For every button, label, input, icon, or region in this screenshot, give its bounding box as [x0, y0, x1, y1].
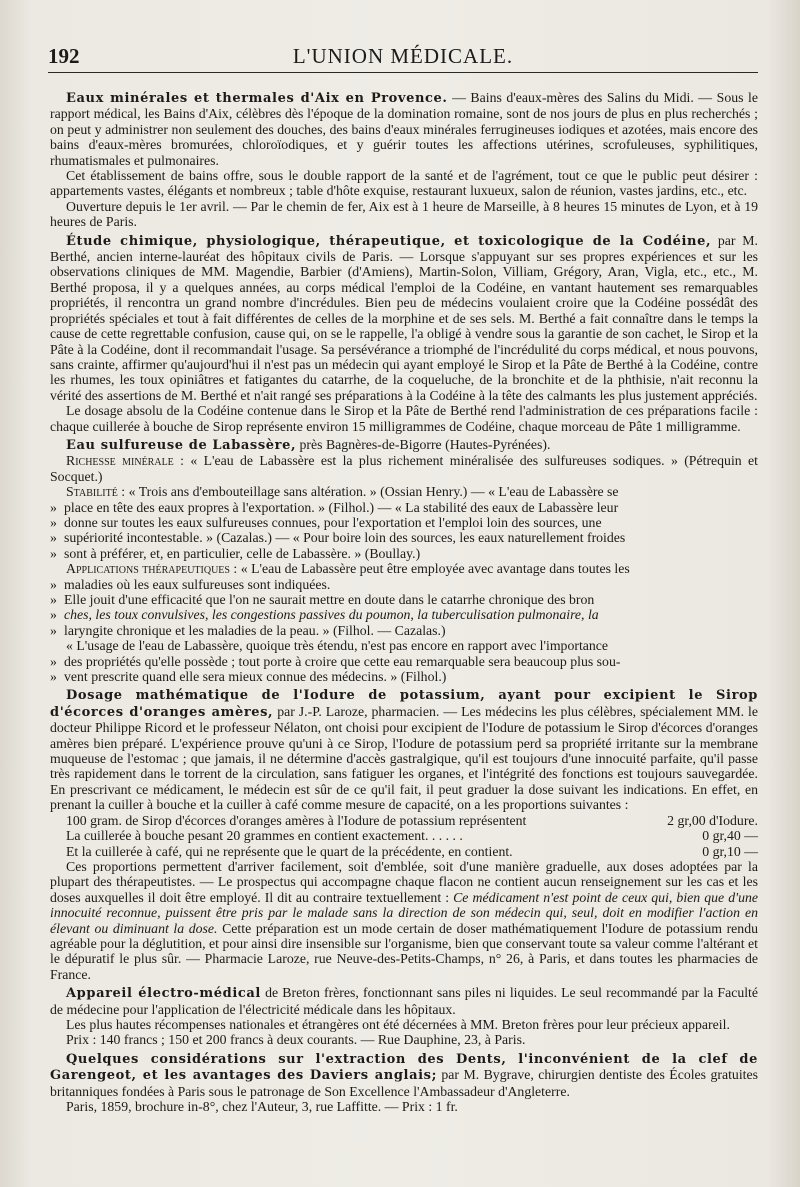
- paragraph: Paris, 1859, brochure in-8°, chez l'Auteur, 3, rue Laffitte. — Prix : 1 fr.: [66, 1099, 458, 1114]
- page-header: [48, 44, 758, 74]
- proportion-value: 0 gr,40 —: [702, 828, 758, 844]
- paragraph: Le dosage absolu de la Codéine contenue dans le Sirop et la Pâte de Berthé rend l'administration de ces préparations facile : chaque cuillerée à bouche de Sirop représente environ 15 milligrammes de Codéine, chaque morceau de Pâte 1 milligramme.: [50, 403, 758, 434]
- paragraph: près Bagnères-de-Bigorre (Hautes-Pyrénées).: [299, 436, 551, 452]
- paragraph: Ouverture depuis le 1er avril. — Par le chemin de fer, Aix est à 1 heure de Marseille, à 8 heures 15 minutes de Lyon, et à 19 heures de Paris.: [50, 198, 758, 230]
- proportion-desc: Et la cuillerée à café, qui ne représente que le quart de la précédente, en contient.: [66, 843, 513, 859]
- paragraph: par M. Bygrave, chirurgien dentiste des Écoles gratuites britanniques fondées à Paris sous le patronage de Son Excellence l'Ambassadeur d'Angleterre.: [50, 1067, 758, 1099]
- page-number: 192: [48, 44, 80, 68]
- section-heading: Appareil électro-médical: [66, 986, 261, 1002]
- section-heading: Étude chimique, physiologique, thérapeutique, et toxicologique de la Codéine,: [66, 233, 712, 249]
- section-iodure: [50, 687, 758, 982]
- quote-line: ches, les toux convulsives, les congestions passives du poumon, la tuberculisation pulmonaire, la: [64, 607, 599, 623]
- running-title: L'UNION MÉDICALE.: [292, 44, 514, 68]
- italic-quote: Ce médicament n'est point de ceux qui, bien que d'une innocuité reconnue, puissent être pris par le malade sans la direction de son médecin qui, seul, doit en modifier l'action en élevant ou diminuant la dose.: [50, 889, 758, 936]
- section-aix: [50, 90, 758, 230]
- quote-line: « Trois ans d'embouteillage sans altération. » (Ossian Henry.) — « L'eau de Labassère se: [128, 484, 619, 500]
- proportions-table: [50, 813, 758, 859]
- quote-line: supériorité incontestable. » (Cazalas.) — « Pour boire loin des sources, les eaux naturellement froides: [64, 530, 626, 546]
- paragraph: — Bains d'eaux-mères des Salins du Midi. — Sous le rapport médical, les Bains d'Aix, célèbres dès l'époque de la domination romaine, sont de nos jours de plus en plus recherchés ; on peut y administrer non seulement des douches, des bains d'eaux minérales ferrugineuses iodiques et azotées, mais encore des bains d'eaux-mères bromurées, chloroïodiques, et y guérir toutes les affections utérines, scrofuleuses, syphilitiques, rhumatismales et pulmonaires.: [50, 90, 759, 168]
- paragraph: Cette préparation est un mode certain de doser mathématiquement l'Iodure de potassium rendu agréable pour la déglutition, et pour ainsi dire insensible sur l'organisme, bien que conservant toute sa valeur comme l'altérant et le dépuratif le plus sûr. — Pharmacie Laroze, rue Neuve-des-Petits-Champs, n° 26, à Paris, et dans toutes les pharmacies de France.: [50, 920, 759, 982]
- page-body: [50, 90, 758, 1117]
- section-codeine: [50, 233, 758, 434]
- table-row: [50, 844, 758, 859]
- section-heading: Dosage mathématique de l'Iodure de potassium, ayant pour excipient le Sirop d'écorces d'oranges amères,: [50, 688, 758, 720]
- paragraph: par M. Berthé, ancien interne-lauréat des hôpitaux civils de Paris. — Lorsque s'appuyant sur ses propres expériences et sur les observations cliniques de MM. Magendie, Barbier (d'Amiens), Martin-Solon, Villiam, Grégory, Aran, Vigla, etc., etc., M. Berthé proposa, il y a quelques années, au corps médical l'emploi de la Codéine, en vantant hautement ses remarquables propriétés, il rencontra un grand nombre d'incrédules. Bien peu de médecins voulaient croire que la Codéine possédât des propriétés spéciales et tout à fait différentes de celles de la morphine et de ses sels. M. Berthé a fait connaître dans le temps la cause de cette regrettable confusion, cause qui, on se le rappelle, l'a obligé à vendre sous la garantie de son cachet, le Sirop et la Pâte à la Codéine, dont il recommandait l'usage. Sa persévérance a triomphé de l'incrédulité du corps médical, et nous pouvons, sans crainte, affirmer qu'aujourd'hui il n'est pas un médecin qui ayant employé le Sirop et la Pâte de Berthé à la Codéine, contre les rhumes, les toux opiniâtres et fatigantes du catarrhe, de la coqueluche, de la bronchite et de la phthisie, n'ait reconnu la vérité des assertions de M. Berthé et n'ait rangé ses préparations à la Codéine à la tête des calmants les plus justement appréciés.: [50, 232, 758, 403]
- section-heading: Quelques considérations sur l'extraction des Dents, l'inconvénient de la clef de Garengeot, et les avantages des Daviers anglais;: [50, 1051, 758, 1084]
- label-applications: Applications thérapeutiques :: [66, 561, 238, 577]
- quote-line: « L'usage de l'eau de Labassère, quoique très étendu, n'est pas encore en rapport avec l'importance: [66, 638, 609, 654]
- section-heading: Eaux minérales et thermales d'Aix en Provence.: [66, 91, 448, 106]
- header-rule: [48, 72, 758, 73]
- table-row: [50, 828, 758, 843]
- paragraph: Cet établissement de bains offre, sous le double rapport de la santé et de l'agrément, tout ce que le public peut désirer : appartements vastes, élégants et nombreux ; table d'hôte exquise, restaurant luxueux, salon de réunion, vastes jardins, etc., etc.: [50, 168, 758, 199]
- label-stabilite: Stabilité :: [66, 484, 126, 500]
- quote-line: vent prescrite quand elle sera mieux connue des médecins. » (Filhol.): [64, 669, 447, 685]
- section-appareil: [50, 985, 758, 1048]
- quote-line: sont à préférer, et, en particulier, celle de Labassère. » (Boullay.): [64, 545, 421, 561]
- quote-line: « L'eau de Labassère peut être employée avec avantage dans toutes les: [240, 561, 630, 577]
- table-row: [50, 813, 758, 828]
- paragraph: « L'eau de Labassère est la plus richement minéralisée des sulfureuses sodiques. » (Pétrequin et Socquet.): [50, 453, 758, 484]
- paragraph: Les plus hautes récompenses nationales et étrangères ont été décernées à MM. Breton frères pour leur précieux appareil.: [66, 1016, 730, 1032]
- label-richesse: Richesse minérale :: [66, 453, 184, 469]
- proportion-value: 0 gr,10 —: [702, 843, 758, 859]
- section-labassere: Eau sulfureuse de Labassère, près Bagnères-de-Bigorre (Hautes-Pyrénées). Richesse minérale : « L'eau de Labassère est la plus richement minéralisée des sulfureuses sodiques. » (Pétrequin et Socquet.) Stabilité : « Trois ans d'embouteillage sans altération. » (Ossian Henry.) — « L'eau de Labassère se » place en tête des eaux propres à l'exportation. » (Filhol.) — « La stabilité des eaux de Labassère leur » donne sur toutes les eaux sulfureuses connues, pour l'exportation et l'emploi loin des sources, une » supériorité incontestable. » (Cazalas.) — « Pour boire loin des sources, les eaux naturellement froides » sont à préférer, et, en particulier, celle de Labassère. » (Boullay.) Applications thérapeutiques : « L'eau de Labassère peut être employée avec avantage dans toutes les » maladies où les eaux sulfureuses sont indiquées. » Elle jouit d'une efficacité que l'on ne saurait mettre en doute dans le catarrhe chronique des bron » ches, les toux convulsives, les congestions passives du poumon, la tuberculisation pulmonaire, la » laryngite chronique et les maladies de la peau. » (Filhol. — Cazalas.) « L'usage de l'eau de Labassère, quoique très étendu, n'est pas encore en rapport avec l'importance » des propriétés qu'elle possède ; tout porte à croire que cette eau remarquable sera beaucoup plus sou- » vent prescrite quand elle sera mieux connue des médecins. » (Filhol.): [50, 436, 758, 685]
- proportion-desc: La cuillerée à bouche pesant 20 grammes en contient exactement. . . . . .: [66, 828, 463, 844]
- proportion-desc: 100 gram. de Sirop d'écorces d'oranges amères à l'Iodure de potassium représentent: [66, 812, 527, 828]
- paragraph: Prix : 140 francs ; 150 et 200 francs à deux courants. — Rue Dauphine, 23, à Paris.: [66, 1032, 526, 1048]
- section-dents: [50, 1051, 758, 1115]
- paragraph: par J.-P. Laroze, pharmacien. — Les médecins les plus célèbres, spécialement MM. le docteur Philippe Ricord et le professeur Nélaton, ont choisi pour excipient de l'Iodure de potassium le Sirop d'écorces d'oranges amères bien préparé. L'expérience prouve qu'uni à ce Sirop, l'Iodure de potassium perd sa propriété irritante sur la membrane muqueuse de l'estomac ; que jamais, il ne détermine d'accès gastralgique, qu'il est toujours d'une innocuité parfaite, qu'il passe très rapidement dans le torrent de la circulation, sans fatiguer les organes, et l'intégrité des fonctions est toujours sauvegardée. En prescrivant ce médicament, le médecin est sûr de ce qu'il fait, il peut graduer la dose suivant les indications. En effet, en prenant la cuiller à bouche et la cuiller à café comme mesure de capacité, on a les proportions suivantes :: [50, 703, 759, 813]
- quote-line: place en tête des eaux propres à l'exportation. » (Filhol.) — « La stabilité des eaux de Labassère leur: [64, 499, 619, 515]
- paragraph: de Breton frères, fonctionnant sans piles ni liquides. Le seul recommandé par la Faculté de médecine pour l'application de l'électricité médicale dans les hôpitaux.: [50, 985, 759, 1017]
- quote-line: Elle jouit d'une efficacité que l'on ne saurait mettre en doute dans le catarrhe chronique des bron: [64, 592, 595, 607]
- quote-line: maladies où les eaux sulfureuses sont indiquées.: [64, 576, 331, 592]
- proportion-value: 2 gr,00 d'Iodure.: [667, 812, 758, 828]
- quote-line: des propriétés qu'elle possède ; tout porte à croire que cette eau remarquable sera beaucoup plus sou-: [64, 653, 621, 669]
- section-heading: Eau sulfureuse de Labassère,: [66, 437, 297, 453]
- quote-line: laryngite chronique et les maladies de la peau. » (Filhol. — Cazalas.): [64, 622, 446, 638]
- paragraph: Ces proportions permettent d'arriver facilement, soit d'emblée, soit d'une manière graduelle, aux doses adoptées par la plupart des thérapeutistes. — Le prospectus qui accompagne chaque flacon ne contient aucun renseignement sur les cas et les doses auxquelles il doit être employé. Il dit au contraire textuellement :: [50, 858, 758, 905]
- quote-line: donne sur toutes les eaux sulfureuses connues, pour l'exportation et l'emploi loin des sources, une: [64, 514, 602, 530]
